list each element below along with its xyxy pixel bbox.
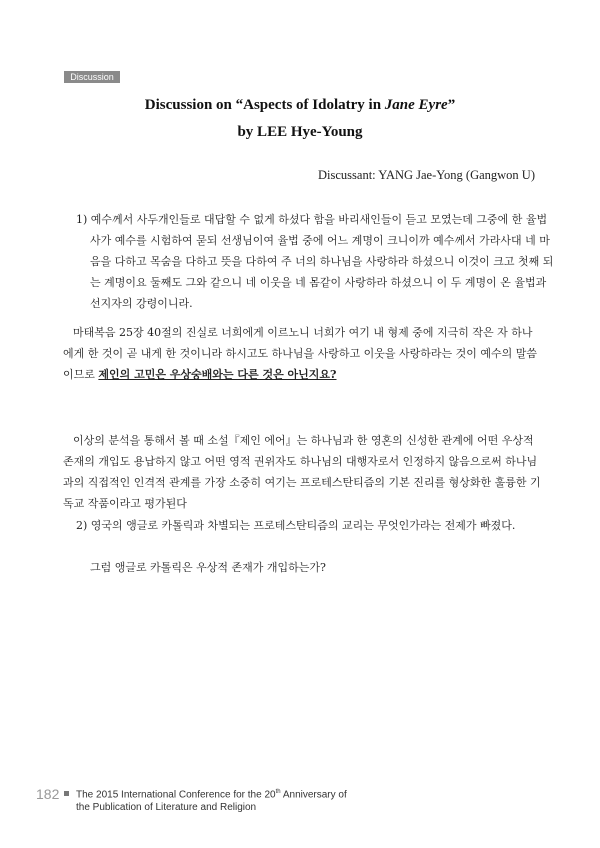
section-tag: Discussion [64,71,120,83]
analysis-paragraph: 이상의 분석을 통해서 볼 때 소설『제인 에어』는 하나님과 한 영혼의 신성한 관계에 어떤 우상적 존재의 개입도 용납하지 않고 어떤 영적 권위자도 하나님의 대행자로서 인정하지 않음으로써 하나님과의 직접적인 인격적 관계를 가장 소중히 여기는 프로테스탄티즘의 기본 진리를 형상화한 훌륭한 기독교 작품이라고 평가된다 [63,434,541,510]
footer-line-1 [76,786,536,801]
title-text-before: Discussion on “Aspects of Idolatry in [144,97,385,113]
page-number: 182 [36,786,60,802]
page-title [0,97,600,114]
underlined-question: 제인의 고민은 우상숭배와는 다른 것은 아닌지요? [98,368,337,381]
author-line: by LEE Hye-Young [237,124,363,140]
footer-line-1-post: Anniversary of [280,789,347,801]
title-text-after: ” [447,97,456,113]
question-2-paragraph: 2) 영국의 앵글로 카톨릭과 차별되는 프로테스탄티즘의 교리는 무엇인가라는 전제가 빠졌다. [76,519,516,532]
footer-line-1-pre: The 2015 International Conference for the 20 [76,789,276,801]
discussant-line: Discussant: YANG Jae-Yong (Gangwon U) [318,168,535,182]
question-1-paragraph: 1) 예수께서 사두개인들로 대답할 수 없게 하셨다 함을 바리새인들이 듣고 모였는데 그중에 한 율법사가 예수를 시험하여 묻되 선생님이여 율법 중에 어느 계명이 크니이까 예수께서 가라사대 네 마음을 다하고 목숨을 다하고 뜻을 다하여 주 너의 하나님을 사랑하라 하셨으니 이것이 크고 첫째 되는 계명이요 둘째도 그와 같으니 네 이웃을 네 몸같이 사랑하라 하셨으니 이 두 계명이 온 율법과 선지자의 강령이니라. [76,213,554,310]
title-italic-work: Jane Eyre [384,97,448,113]
footer-line-2: the Publication of Literature and Religion [76,802,257,814]
footer-superscript: th [275,789,281,795]
question-1-continuation [63,322,541,385]
question-2-followup: 그럼 앵글로 카톨릭은 우상적 존재가 개입하는가? [90,561,326,574]
footer-square-icon [64,791,69,796]
footer-conference-text [76,786,536,814]
continuation-text: 마태복음 25장 40절의 진실로 너희에게 이르노니 너희가 여기 내 형제 중에 지극히 작은 자 하나에게 한 것이 곧 내게 한 것이니라 하시고도 하나님을 사랑하고 이웃을 사랑하라는 것이 예수의 말씀이므로 [63,326,537,381]
